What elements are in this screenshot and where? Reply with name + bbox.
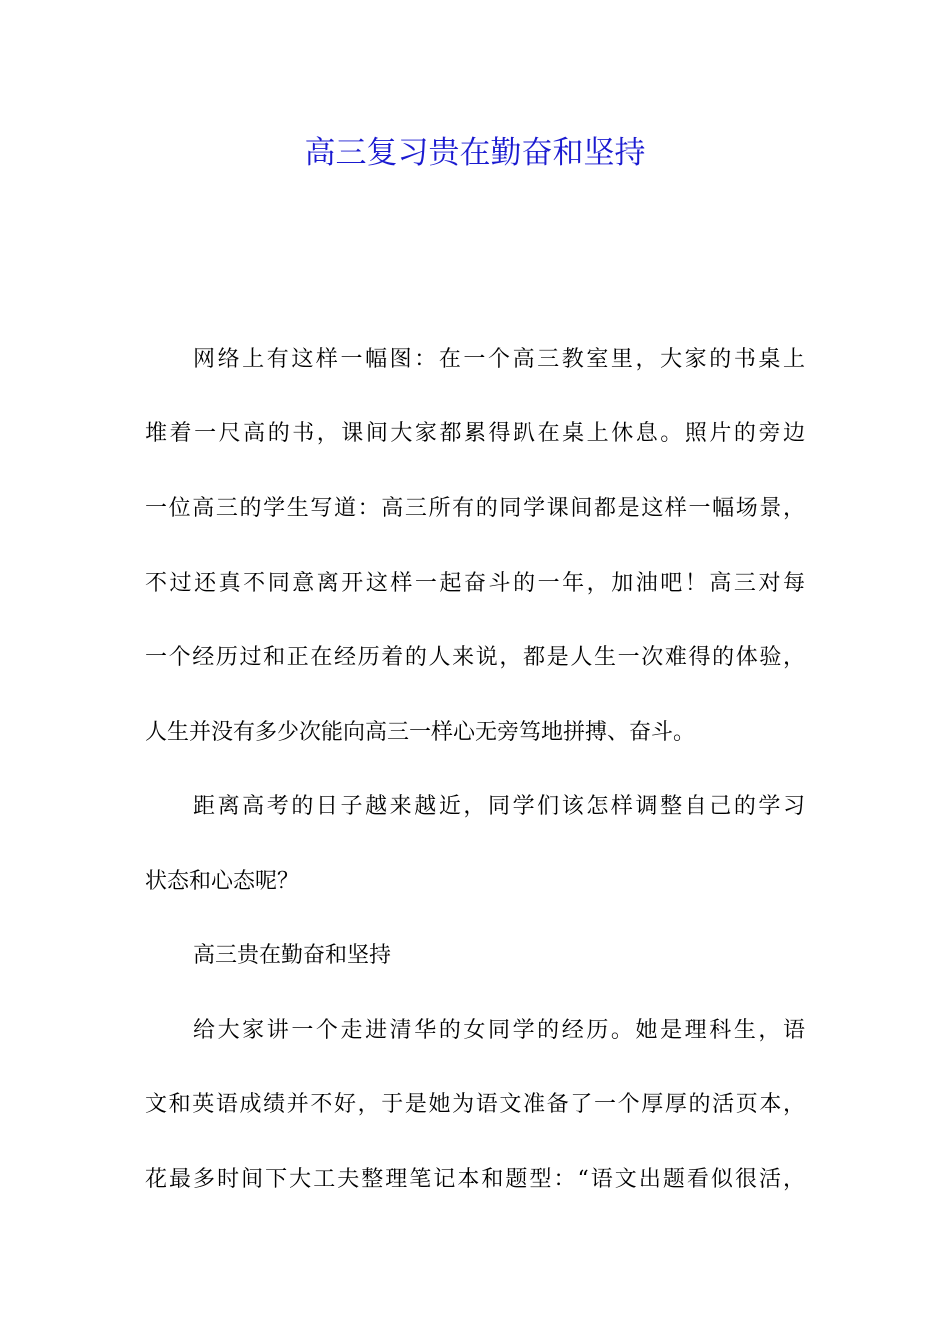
paragraph-line: 堆着一尺高的书，课间大家都累得趴在桌上休息。照片的旁边 (145, 421, 805, 446)
paragraph-line: 不过还真不同意离开这样一起奋斗的一年，加油吧！高三对每 (145, 571, 805, 596)
section-heading: 高三贵在勤奋和坚持 (193, 943, 392, 968)
paragraph-line: 一位高三的学生写道：高三所有的同学课间都是这样一幅场景， (145, 496, 805, 521)
paragraph-line: 距离高考的日子越来越近，同学们该怎样调整自己的学习 (193, 794, 805, 819)
paragraph-line: 给大家讲一个走进清华的女同学的经历。她是理科生，语 (193, 1018, 805, 1043)
paragraph-line: 状态和心态呢？ (145, 869, 300, 894)
paragraph-line: 人生并没有多少次能向高三一样心无旁笃地拼搏、奋斗。 (145, 720, 696, 745)
paragraph-line: 文和英语成绩并不好，于是她为语文准备了一个厚厚的活页本， (145, 1092, 805, 1117)
paragraph-line: 花最多时间下大工夫整理笔记本和题型：“语文出题看似很活， (145, 1167, 805, 1192)
paragraph-line: 一个经历过和正在经历着的人来说，都是人生一次难得的体验， (145, 645, 805, 670)
document-title: 高三复习贵在勤奋和坚持 (304, 135, 646, 171)
paragraph-line: 网络上有这样一幅图：在一个高三教室里，大家的书桌上 (193, 347, 805, 372)
